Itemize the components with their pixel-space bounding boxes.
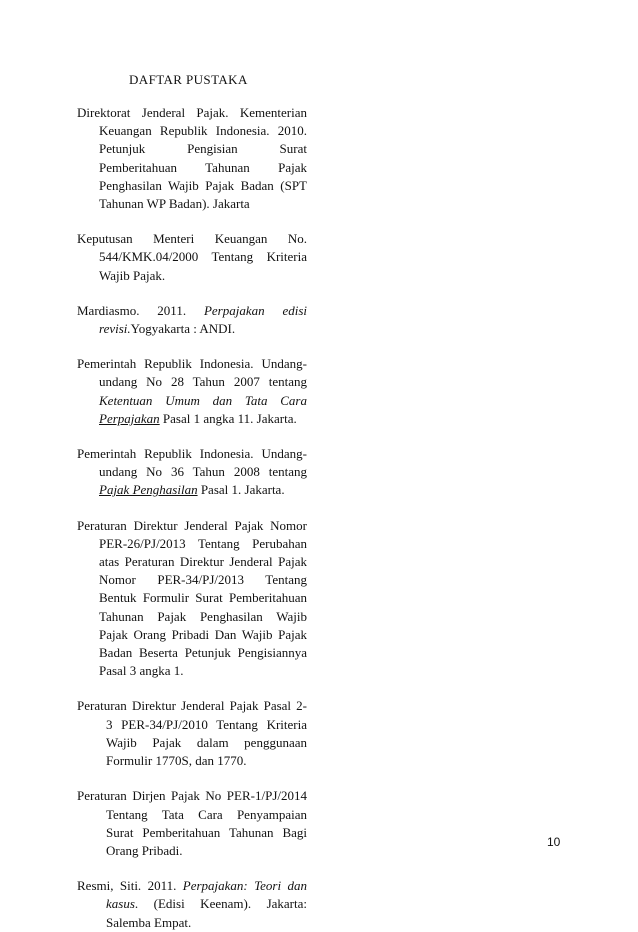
reference-entry [77, 517, 307, 681]
reference-text: Pasal 3 angka 1. [99, 663, 184, 679]
reference-text: Nomor PER-34/PJ/2013 Tentang [99, 572, 307, 588]
reference-text: Wajib Pajak dalam penggunaan [106, 734, 307, 750]
reference-text: . (Edisi Keenam). Jakarta: [134, 896, 307, 912]
reference-text: revisi. [99, 321, 131, 337]
reference-text: Keputusan Menteri Keuangan No. [77, 231, 307, 247]
reference-text: Pajak Penghasilan [99, 482, 198, 498]
reference-gap [77, 770, 307, 787]
reference-text: Pasal 1 angka 11. Jakarta. [159, 410, 297, 426]
reference-entry [77, 104, 307, 213]
reference-line [77, 716, 307, 734]
reference-line [77, 230, 307, 248]
reference-line [77, 445, 307, 463]
reference-line [77, 320, 307, 338]
reference-text: 544/KMK.04/2000 Tentang Kriteria [99, 249, 307, 265]
reference-entry [77, 230, 307, 285]
reference-text: Tahunan Pajak Penghasilan Wajib [99, 608, 307, 624]
reference-text: undang No 28 Tahun 2007 tentang [99, 374, 307, 390]
reference-line [77, 248, 307, 266]
reference-text: Perpajakan [99, 410, 160, 426]
reference-entry [77, 787, 307, 860]
reference-line [77, 662, 307, 680]
reference-line [77, 373, 307, 391]
reference-line [77, 481, 307, 499]
reference-line [77, 644, 307, 662]
reference-gap [77, 680, 307, 697]
page-number: 10 [547, 835, 561, 849]
reference-gap [77, 860, 307, 877]
reference-text: Pasal 1. Jakarta. [197, 482, 285, 498]
reference-line [77, 806, 307, 824]
reference-text: Peraturan Direktur Jenderal Pajak Pasal 2- [77, 698, 307, 714]
reference-line [77, 463, 307, 481]
reference-text: undang No 36 Tahun 2008 tentang [99, 464, 307, 480]
reference-line [77, 824, 307, 842]
reference-text: Peraturan Dirjen Pajak No PER-1/PJ/2014 [77, 788, 307, 804]
reference-text: Pemerintah Republik Indonesia. Undang- [77, 356, 307, 372]
reference-line [77, 895, 307, 913]
reference-text: Yogyakarta : ANDI. [130, 321, 236, 337]
reference-line [77, 104, 307, 122]
bibliography-heading: DAFTAR PUSTAKA [129, 72, 248, 87]
reference-text: Formulir 1770S, dan 1770. [106, 753, 247, 769]
reference-line [77, 302, 307, 320]
reference-line [77, 752, 307, 770]
reference-text: Perpajakan edisi [203, 302, 307, 318]
reference-text: PER-26/PJ/2013 Tentang Perubahan [99, 535, 307, 551]
reference-text: Petunjuk Pengisian Surat [99, 141, 307, 157]
reference-text: Peraturan Direktur Jenderal Pajak Nomor [77, 517, 307, 533]
reference-text: Ketentuan Umum dan Tata Cara [99, 392, 307, 408]
reference-text: Pemerintah Republik Indonesia. Undang- [77, 446, 307, 462]
reference-line [77, 626, 307, 644]
reference-text: Bentuk Formulir Surat Pemberitahuan [99, 590, 307, 606]
reference-text: atas Peraturan Direktur Jenderal Pajak [99, 554, 307, 570]
reference-text: Salemba Empat. [106, 914, 192, 930]
reference-line [77, 787, 307, 805]
reference-line [77, 914, 307, 932]
reference-line [77, 571, 307, 589]
reference-entry [77, 302, 307, 338]
reference-text: Wajib Pajak. [99, 267, 166, 283]
reference-text: kasus [106, 896, 135, 912]
reference-text: Pajak Orang Pribadi Dan Wajib Pajak [99, 626, 307, 642]
reference-line [77, 140, 307, 158]
reference-text: Keuangan Republik Indonesia. 2010. [99, 123, 307, 139]
reference-line [77, 195, 307, 213]
reference-line [77, 589, 307, 607]
reference-line [77, 842, 307, 860]
reference-line [77, 517, 307, 535]
reference-list [77, 104, 307, 932]
reference-gap [77, 338, 307, 355]
reference-line [77, 177, 307, 195]
reference-gap [77, 500, 307, 517]
reference-gap [77, 285, 307, 302]
reference-text: Mardiasmo. 2011. [77, 302, 204, 318]
reference-line [77, 608, 307, 626]
reference-text: Badan Beserta Petunjuk Pengisiannya [99, 645, 307, 661]
reference-line [77, 410, 307, 428]
reference-text: Orang Pribadi. [106, 842, 183, 858]
reference-line [77, 877, 307, 895]
reference-text: Perpajakan: Teori dan [182, 878, 307, 894]
reference-line [77, 697, 307, 715]
reference-text: Direktorat Jenderal Pajak. Kementerian [77, 105, 307, 120]
reference-line [77, 122, 307, 140]
reference-text: Surat Pemberitahuan Tahunan Bagi [106, 824, 307, 840]
reference-text: Tentang Tata Cara Penyampaian [106, 806, 307, 822]
reference-line [77, 267, 307, 285]
reference-text: Tahunan WP Badan). Jakarta [99, 196, 250, 212]
reference-line [77, 159, 307, 177]
reference-text: Resmi, Siti. 2011. [77, 878, 183, 894]
reference-line [77, 355, 307, 373]
reference-line [77, 535, 307, 553]
reference-text: Pemberitahuan Tahunan Pajak [99, 159, 307, 175]
reference-entry [77, 697, 307, 770]
reference-entry [77, 877, 307, 932]
reference-line [77, 553, 307, 571]
reference-text: Penghasilan Wajib Pajak Badan (SPT [99, 177, 307, 193]
reference-line [77, 392, 307, 410]
reference-line [77, 734, 307, 752]
reference-text: 3 PER-34/PJ/2010 Tentang Kriteria [106, 716, 307, 732]
reference-gap [77, 213, 307, 230]
reference-gap [77, 428, 307, 445]
reference-entry [77, 445, 307, 500]
reference-entry [77, 355, 307, 428]
